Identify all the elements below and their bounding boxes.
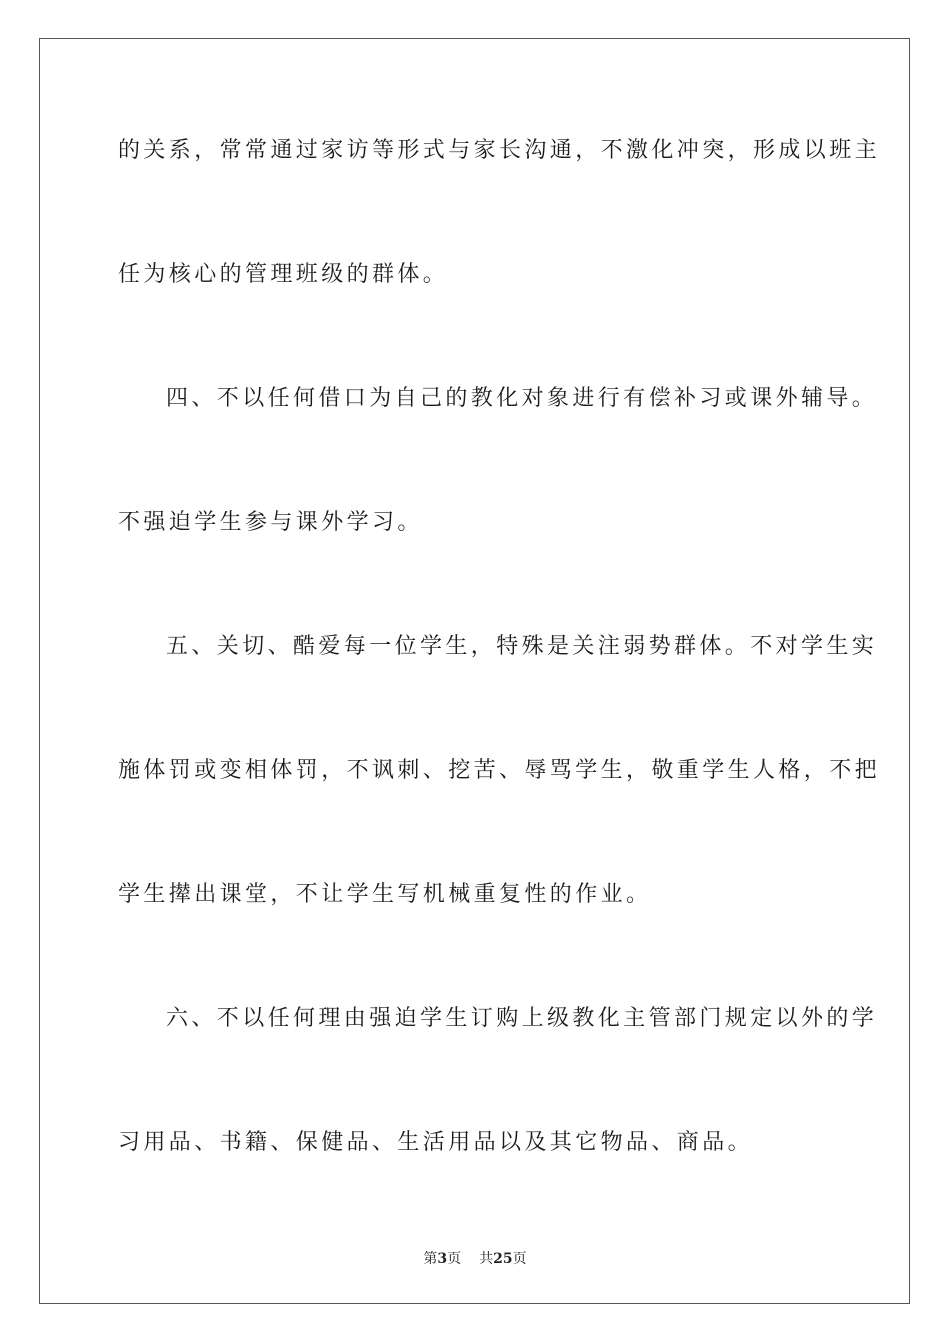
paragraph-six-line-1: 六、不以任何理由强迫学生订购上级教化主管部门规定以外的学 bbox=[166, 1006, 878, 1031]
paragraph-line-1: 的关系，常常通过家访等形式与家长沟通，不激化冲突，形成以班主 bbox=[118, 138, 881, 163]
paragraph-four-line-1: 四、不以任何借口为自己的教化对象进行有偿补习或课外辅导。 bbox=[166, 386, 878, 411]
total-pages: 25 bbox=[493, 1251, 513, 1267]
paragraph-four-line-2: 不强迫学生参与课外学习。 bbox=[118, 510, 423, 535]
page-number: 3 bbox=[437, 1251, 448, 1267]
paragraph-five-line-2: 施体罚或变相体罚，不讽刺、挖苦、辱骂学生，敬重学生人格，不把 bbox=[118, 758, 881, 783]
paragraph-five-line-3: 学生撵出课堂，不让学生写机械重复性的作业。 bbox=[118, 882, 652, 907]
paragraph-line-2: 任为核心的管理班级的群体。 bbox=[118, 262, 449, 287]
page-footer bbox=[0, 1248, 950, 1268]
total-suffix: 页 bbox=[512, 1251, 527, 1267]
total-prefix: 共 bbox=[479, 1251, 494, 1267]
paragraph-six-line-2: 习用品、书籍、保健品、生活用品以及其它物品、商品。 bbox=[118, 1130, 754, 1155]
paragraph-five-line-1: 五、关切、酷爱每一位学生，特殊是关注弱势群体。不对学生实 bbox=[166, 634, 878, 659]
page-suffix: 页 bbox=[447, 1251, 462, 1267]
page-border bbox=[39, 38, 910, 1304]
page-prefix: 第 bbox=[423, 1251, 438, 1267]
